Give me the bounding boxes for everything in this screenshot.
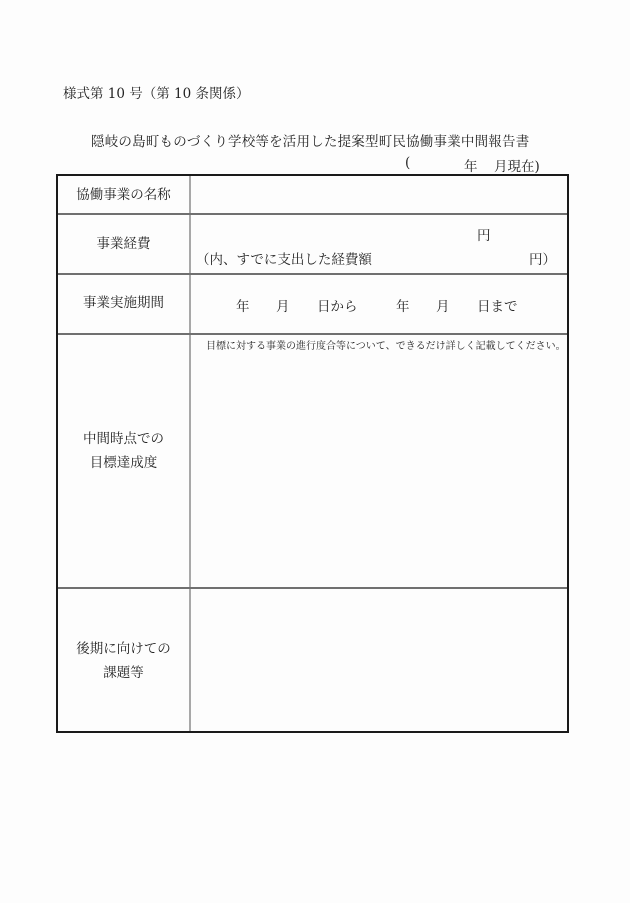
form-number: 様式第 10 号（第 10 条関係）	[63, 86, 250, 102]
project-name-field[interactable]	[192, 176, 567, 213]
project-name-label: 協働事業の名称	[76, 187, 171, 203]
midterm-achievement-field[interactable]	[192, 354, 567, 586]
midterm-achievement-label-line1: 中間時点での	[83, 431, 164, 447]
period-end-day: 日まで	[477, 299, 518, 315]
period-end-year: 年	[396, 299, 410, 315]
period-label: 事業実施期間	[83, 295, 164, 311]
row-divider	[58, 333, 567, 335]
expenses-spent-prefix: （内、すでに支出した経費額	[196, 252, 372, 268]
period-start-day: 日から	[317, 299, 358, 315]
column-divider	[189, 176, 191, 731]
latter-half-issues-label-line1: 後期に向けての	[76, 641, 171, 657]
latter-half-issues-label-line2: 課題等	[103, 665, 144, 681]
period-end-month: 月	[436, 299, 450, 315]
midterm-achievement-instruction: 目標に対する事業の進行度合等について、できるだけ詳しく記載してください。	[206, 341, 566, 352]
as-of-month-label: 月現在)	[494, 159, 540, 175]
midterm-achievement-label-line2: 目標達成度	[89, 455, 158, 471]
as-of-year-label: 年	[464, 159, 478, 175]
as-of-open-paren: (	[405, 155, 411, 171]
report-table	[56, 174, 569, 733]
document-title: 隠岐の島町ものづくり学校等を活用した提案型町民協働事業中間報告書	[91, 134, 530, 150]
latter-half-issues-field[interactable]	[192, 589, 567, 731]
as-of-date	[0, 155, 630, 173]
period-start-month: 月	[276, 299, 290, 315]
expenses-spent-unit: 円）	[529, 252, 556, 268]
period-start-year: 年	[236, 299, 250, 315]
expenses-total-unit: 円	[477, 228, 491, 244]
expenses-label: 事業経費	[96, 236, 151, 252]
